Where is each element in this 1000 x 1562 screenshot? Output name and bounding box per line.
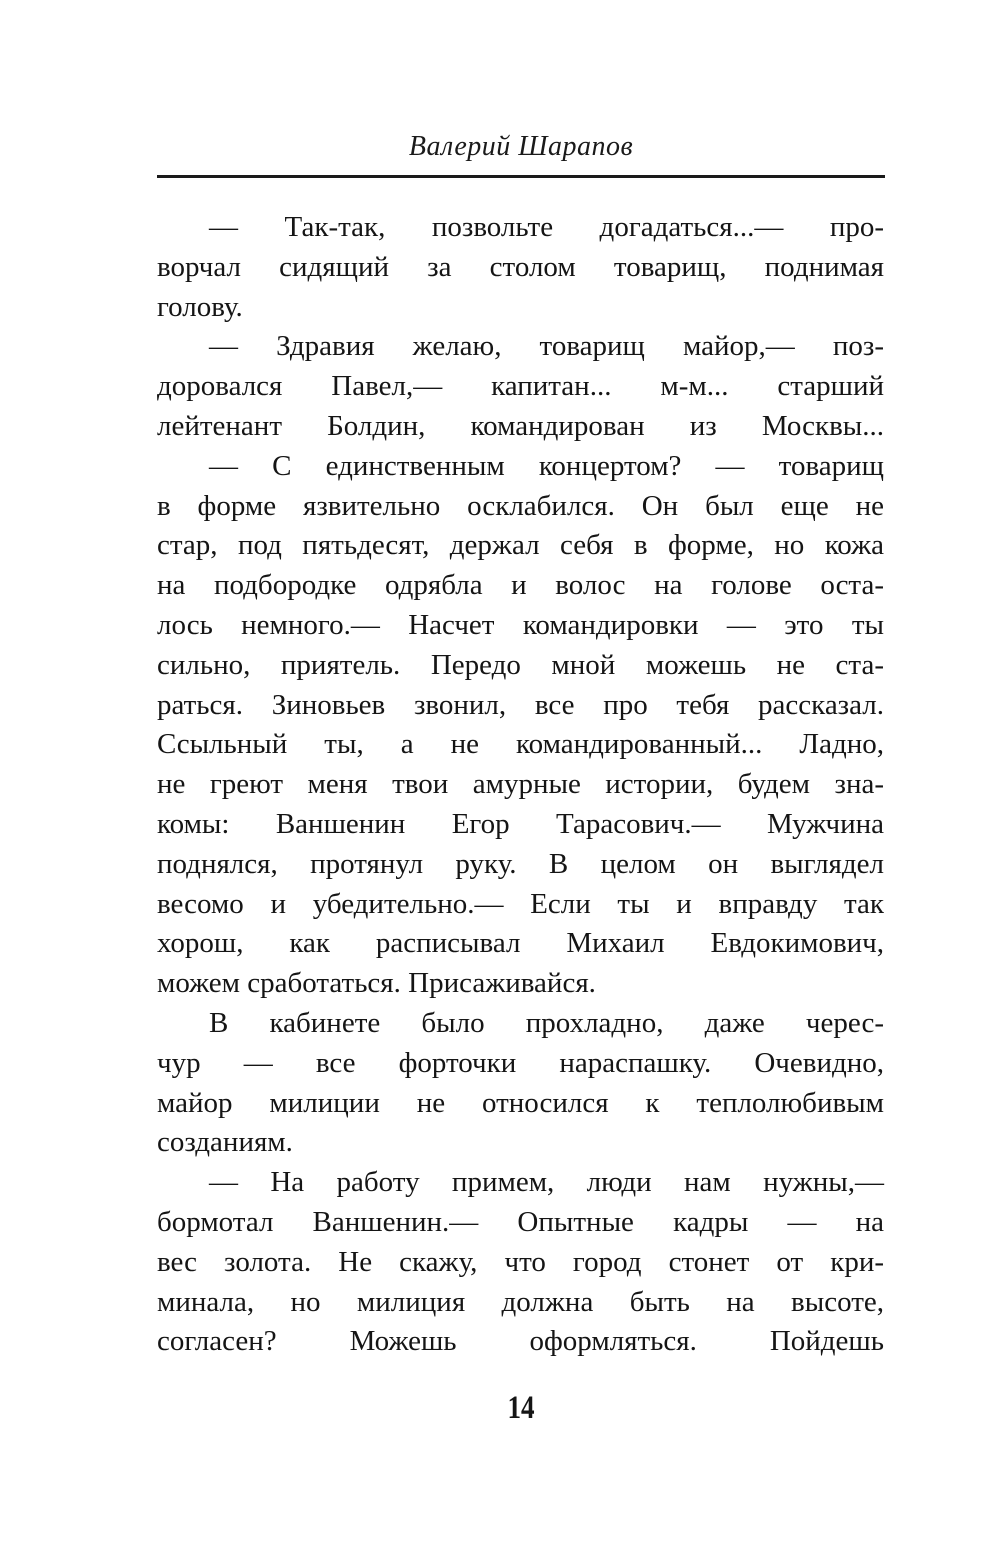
text-line: ворчал сидящий за столом товарищ, поднимая	[157, 250, 884, 283]
text-line: Ссыльный ты, а не командированный... Ладно,	[157, 728, 884, 761]
text-line: комы: Ваншенин Егор Тарасович.— Мужчина	[157, 807, 884, 840]
text-line: — С единственным концертом? — товарищ	[209, 449, 884, 482]
text-line: хорош, как расписывал Михаил Евдокимович,	[157, 927, 884, 960]
page-number: 14	[507, 1390, 535, 1426]
text-line: созданиям.	[157, 1126, 293, 1159]
text-line: бормотал Ваншенин.— Опытные кадры — на	[157, 1205, 884, 1238]
text-line: стар, под пятьдесят, держал себя в форме, но кожа	[157, 529, 884, 562]
paragraph	[157, 447, 884, 1004]
running-header: Валерий Шарапов	[408, 131, 634, 162]
text-line: весомо и убедительно.— Если ты и вправду так	[157, 887, 884, 920]
text-line: доровался Павел,— капитан... м-м... старший	[157, 370, 884, 403]
text-line: майор милиции не относился к теплолюбивым	[157, 1086, 884, 1119]
text-line: можем сработаться. Присаживайся.	[157, 967, 596, 1000]
text-line: вес золота. Не скажу, что город стонет от кри-	[157, 1245, 884, 1278]
text-line: — Так-так, позвольте догадаться...— про-	[209, 211, 884, 243]
text-line: лейтенант Болдин, командирован из Москвы...	[157, 409, 884, 442]
text-line: — Здравия желаю, товарищ майор,— поз-	[209, 330, 884, 363]
body-text	[157, 208, 884, 1362]
text-line: раться. Зиновьев звонил, все про тебя рассказал.	[157, 688, 884, 721]
text-line: чур — все форточки нараспашку. Очевидно,	[157, 1046, 884, 1079]
paragraph	[157, 1163, 884, 1362]
text-line: В кабинете было прохладно, даже черес-	[209, 1006, 884, 1039]
paragraph	[157, 327, 884, 446]
text-line: согласен? Можешь оформляться. Пойдешь	[157, 1325, 884, 1358]
paragraph	[157, 208, 884, 327]
text-line: сильно, приятель. Передо мной можешь не ста-	[157, 648, 884, 681]
paragraph	[157, 1004, 884, 1163]
text-line: — На работу примем, люди нам нужны,—	[209, 1166, 884, 1199]
header-rule-divider	[157, 175, 885, 178]
text-line: голову.	[157, 290, 243, 323]
text-line: на подбородке одрябла и волос на голове оста-	[157, 569, 884, 602]
text-line: лось немного.— Насчет командировки — это ты	[157, 608, 884, 641]
text-line: поднялся, протянул руку. В целом он выглядел	[157, 847, 884, 880]
text-line: в форме язвительно осклабился. Он был еще не	[157, 489, 884, 522]
text-line: минала, но милиция должна быть на высоте,	[157, 1285, 884, 1318]
text-line: не греют меня твои амурные истории, будем зна-	[157, 768, 884, 801]
